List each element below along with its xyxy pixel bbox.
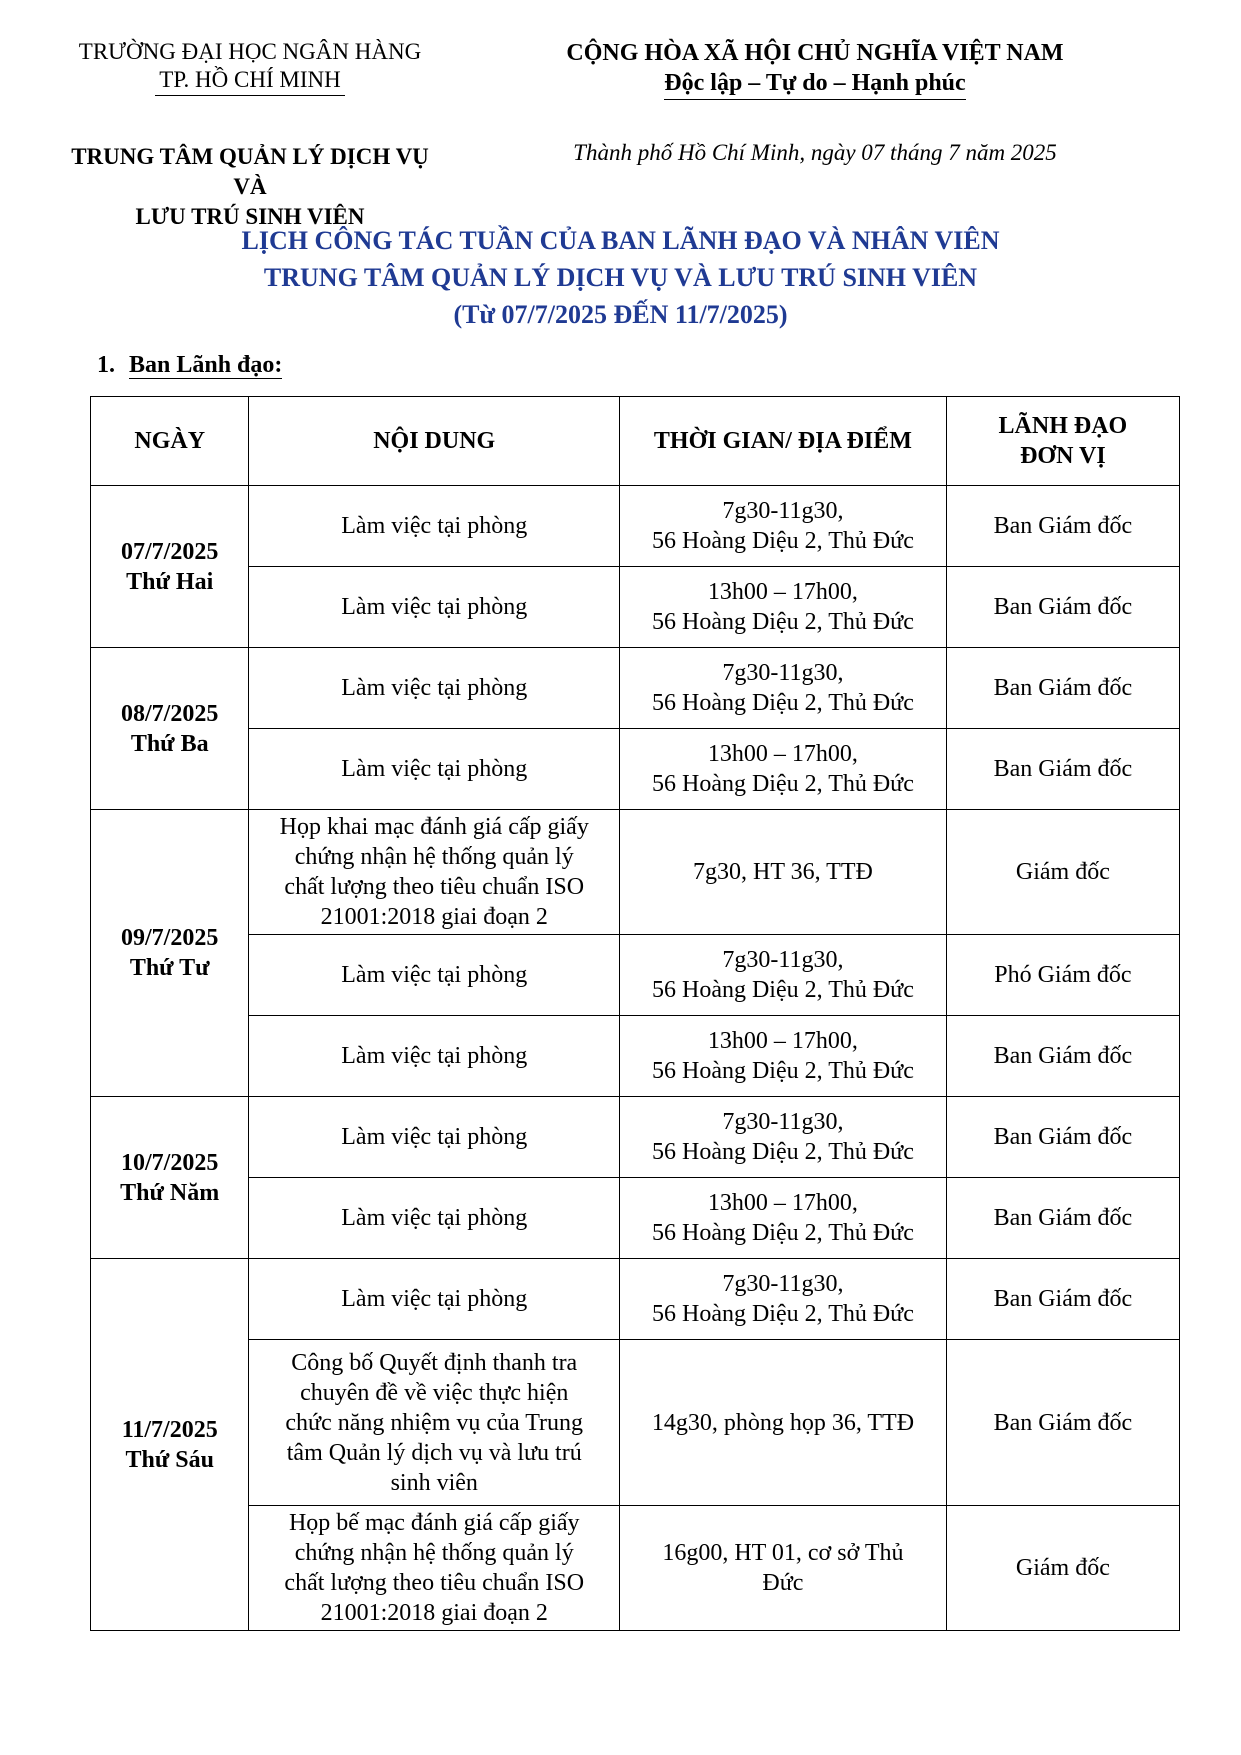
dateline: Thành phố Hồ Chí Minh, ngày 07 tháng 7 năm 2025 bbox=[573, 140, 1057, 165]
header-leader bbox=[946, 397, 1179, 486]
table-row bbox=[91, 1506, 1180, 1631]
content-line: Làm việc tại phòng bbox=[341, 756, 528, 782]
time-place-cell bbox=[620, 729, 947, 810]
content-cell bbox=[249, 486, 620, 567]
time-place-line: 7g30-11g30, bbox=[722, 1271, 844, 1297]
content-line: 21001:2018 giai đoạn 2 bbox=[320, 1600, 548, 1626]
content-line: chất lượng theo tiêu chuẩn ISO bbox=[284, 1570, 585, 1596]
table-row bbox=[91, 486, 1180, 567]
time-place-cell bbox=[620, 1259, 947, 1340]
leader-cell: Ban Giám đốc bbox=[946, 1097, 1179, 1178]
leader-cell: Giám đốc bbox=[946, 1506, 1179, 1631]
day-cell bbox=[91, 486, 249, 648]
content-cell bbox=[249, 935, 620, 1016]
nation-title: CỘNG HÒA XÃ HỘI CHỦ NGHĨA VIỆT NAM bbox=[566, 40, 1064, 66]
leader-cell: Ban Giám đốc bbox=[946, 1016, 1179, 1097]
table-header-row bbox=[91, 397, 1180, 486]
table-row bbox=[91, 935, 1180, 1016]
section-heading bbox=[97, 352, 282, 379]
time-place-line: 56 Hoàng Diệu 2, Thủ Đức bbox=[651, 1220, 914, 1246]
header-leader-line1: LÃNH ĐẠO bbox=[998, 413, 1128, 439]
content-line: Làm việc tại phòng bbox=[341, 1286, 528, 1312]
content-line: Làm việc tại phòng bbox=[341, 594, 528, 620]
leader-cell: Phó Giám đốc bbox=[946, 935, 1179, 1016]
time-place-line: 7g30, HT 36, TTĐ bbox=[693, 859, 873, 885]
content-cell bbox=[249, 1340, 620, 1506]
content-line: Làm việc tại phòng bbox=[341, 513, 528, 539]
day-cell bbox=[91, 1259, 249, 1631]
day-date: 10/7/2025 bbox=[121, 1149, 219, 1176]
content-cell bbox=[249, 1178, 620, 1259]
content-cell bbox=[249, 729, 620, 810]
content-line: sinh viên bbox=[390, 1469, 478, 1496]
content-line: Làm việc tại phòng bbox=[341, 962, 528, 988]
time-place-line: 56 Hoàng Diệu 2, Thủ Đức bbox=[651, 1058, 914, 1084]
time-place-cell bbox=[620, 1506, 947, 1631]
content-line: Làm việc tại phòng bbox=[341, 675, 528, 701]
day-weekday: Thứ Hai bbox=[126, 568, 214, 595]
content-cell bbox=[249, 1259, 620, 1340]
table-row bbox=[91, 1097, 1180, 1178]
time-place-line: 7g30-11g30, bbox=[722, 660, 844, 686]
document-title-line3: (Từ 07/7/2025 ĐẾN 11/7/2025) bbox=[453, 300, 788, 329]
content-line: Làm việc tại phòng bbox=[341, 1205, 528, 1231]
content-line: 21001:2018 giai đoạn 2 bbox=[320, 904, 548, 930]
time-place-line: 7g30-11g30, bbox=[722, 498, 844, 524]
table-row bbox=[91, 810, 1180, 935]
time-place-cell bbox=[620, 1340, 947, 1506]
table-row bbox=[91, 648, 1180, 729]
content-line: chất lượng theo tiêu chuẩn ISO bbox=[284, 874, 585, 900]
content-line: Họp bế mạc đánh giá cấp giấy bbox=[288, 1510, 580, 1536]
day-date: 08/7/2025 bbox=[121, 700, 219, 727]
department-name bbox=[55, 142, 445, 232]
header-day: NGÀY bbox=[91, 397, 249, 486]
header-leader-line2: ĐƠN VỊ bbox=[1020, 443, 1106, 469]
time-place-line: 13h00 – 17h00, bbox=[707, 1028, 858, 1054]
content-cell bbox=[249, 1097, 620, 1178]
content-cell bbox=[249, 1016, 620, 1097]
time-place-line: 13h00 – 17h00, bbox=[707, 1190, 858, 1216]
table-row bbox=[91, 1259, 1180, 1340]
time-place-line: 56 Hoàng Diệu 2, Thủ Đức bbox=[651, 1139, 914, 1165]
content-line: chứng nhận hệ thống quản lý bbox=[294, 844, 574, 870]
day-cell bbox=[91, 810, 249, 1097]
day-date: 09/7/2025 bbox=[121, 925, 219, 951]
time-place-line: 7g30-11g30, bbox=[722, 1109, 844, 1135]
content-line: Công bố Quyết định thanh tra bbox=[291, 1349, 578, 1376]
time-place-line: Đức bbox=[762, 1570, 804, 1596]
department-name-line2: LƯU TRÚ SINH VIÊN bbox=[135, 204, 365, 229]
time-place-line: 56 Hoàng Diệu 2, Thủ Đức bbox=[651, 1301, 914, 1327]
document-title-line2: TRUNG TÂM QUẢN LÝ DỊCH VỤ VÀ LƯU TRÚ SINH VIÊN bbox=[263, 263, 978, 292]
time-place-cell bbox=[620, 935, 947, 1016]
content-cell bbox=[249, 810, 620, 935]
leader-cell: Ban Giám đốc bbox=[946, 1340, 1179, 1506]
time-place-cell bbox=[620, 486, 947, 567]
department-name-line1: TRUNG TÂM QUẢN LÝ DỊCH VỤ VÀ bbox=[71, 144, 429, 199]
table-row bbox=[91, 567, 1180, 648]
leader-cell: Ban Giám đốc bbox=[946, 648, 1179, 729]
section-label: Ban Lãnh đạo: bbox=[129, 352, 283, 378]
header-left bbox=[55, 38, 445, 232]
table-row bbox=[91, 1340, 1180, 1506]
content-cell bbox=[249, 1506, 620, 1631]
day-weekday: Thứ Tư bbox=[129, 955, 210, 981]
content-line: Họp khai mạc đánh giá cấp giấy bbox=[279, 814, 589, 840]
day-date: 07/7/2025 bbox=[121, 538, 219, 565]
leader-cell: Ban Giám đốc bbox=[946, 567, 1179, 648]
time-place-line: 14g30, phòng họp 36, TTĐ bbox=[651, 1409, 915, 1436]
header-time-place: THỜI GIAN/ ĐỊA ĐIỂM bbox=[620, 397, 947, 486]
leader-cell: Giám đốc bbox=[946, 810, 1179, 935]
leader-cell: Ban Giám đốc bbox=[946, 1178, 1179, 1259]
time-place-cell bbox=[620, 810, 947, 935]
header-content: NỘI DUNG bbox=[249, 397, 620, 486]
leader-cell: Ban Giám đốc bbox=[946, 486, 1179, 567]
schedule-table bbox=[90, 396, 1180, 1631]
time-place-cell bbox=[620, 1178, 947, 1259]
day-weekday: Thứ Sáu bbox=[125, 1446, 214, 1473]
content-line: Làm việc tại phòng bbox=[341, 1043, 528, 1069]
content-cell bbox=[249, 648, 620, 729]
header-right bbox=[505, 38, 1125, 166]
motto: Độc lập – Tự do – Hạnh phúc bbox=[664, 68, 965, 100]
time-place-line: 56 Hoàng Diệu 2, Thủ Đức bbox=[651, 977, 914, 1003]
time-place-line: 13h00 – 17h00, bbox=[707, 579, 858, 605]
university-name: TRƯỜNG ĐẠI HỌC NGÂN HÀNG bbox=[78, 39, 422, 64]
content-line: tâm Quản lý dịch vụ và lưu trú bbox=[286, 1439, 582, 1466]
time-place-cell bbox=[620, 648, 947, 729]
university-city: TP. HỒ CHÍ MINH bbox=[155, 66, 344, 96]
content-line: chứng nhận hệ thống quản lý bbox=[294, 1540, 574, 1566]
day-date: 11/7/2025 bbox=[121, 1416, 218, 1443]
content-line: chuyên đề về việc thực hiện bbox=[300, 1379, 569, 1406]
document-title-line1: LỊCH CÔNG TÁC TUẦN CỦA BAN LÃNH ĐẠO VÀ NHÂN VIÊN bbox=[241, 226, 1000, 255]
time-place-line: 56 Hoàng Diệu 2, Thủ Đức bbox=[651, 771, 914, 797]
content-line: Làm việc tại phòng bbox=[341, 1124, 528, 1150]
leader-cell: Ban Giám đốc bbox=[946, 729, 1179, 810]
time-place-cell bbox=[620, 1097, 947, 1178]
content-cell bbox=[249, 567, 620, 648]
time-place-line: 56 Hoàng Diệu 2, Thủ Đức bbox=[651, 609, 914, 635]
time-place-line: 56 Hoàng Diệu 2, Thủ Đức bbox=[651, 528, 914, 554]
content-line: chức năng nhiệm vụ của Trung bbox=[285, 1409, 584, 1436]
time-place-cell bbox=[620, 567, 947, 648]
leader-cell: Ban Giám đốc bbox=[946, 1259, 1179, 1340]
table-row bbox=[91, 729, 1180, 810]
time-place-line: 13h00 – 17h00, bbox=[707, 741, 858, 767]
section-number: 1. bbox=[97, 352, 115, 378]
day-weekday: Thứ Năm bbox=[120, 1179, 220, 1206]
time-place-line: 16g00, HT 01, cơ sở Thủ bbox=[662, 1540, 904, 1566]
day-weekday: Thứ Ba bbox=[130, 730, 209, 757]
table-row bbox=[91, 1178, 1180, 1259]
day-cell bbox=[91, 648, 249, 810]
table-row bbox=[91, 1016, 1180, 1097]
time-place-line: 7g30-11g30, bbox=[722, 947, 844, 973]
time-place-cell bbox=[620, 1016, 947, 1097]
time-place-line: 56 Hoàng Diệu 2, Thủ Đức bbox=[651, 690, 914, 716]
day-cell bbox=[91, 1097, 249, 1259]
document-title bbox=[0, 222, 1241, 333]
schedule-body bbox=[91, 486, 1180, 1631]
